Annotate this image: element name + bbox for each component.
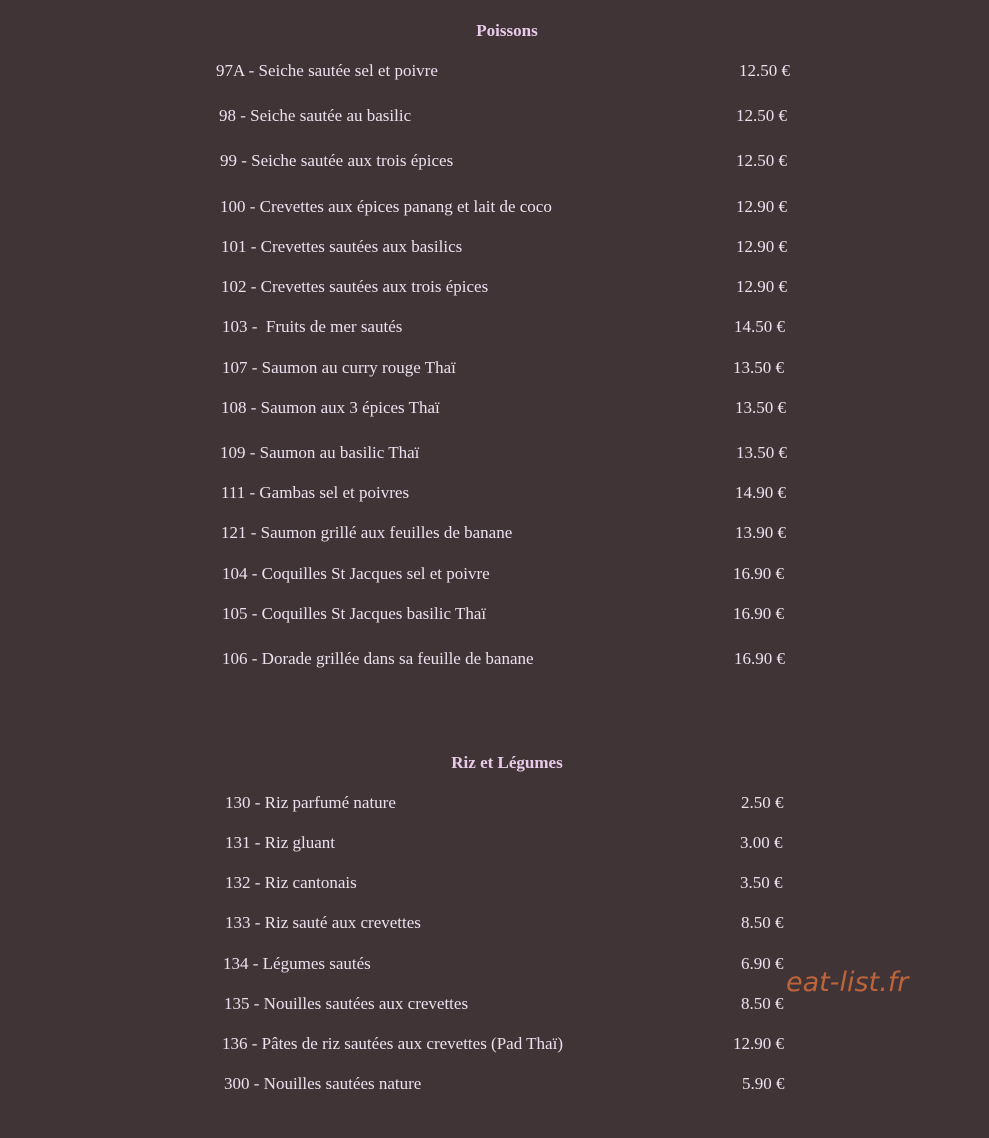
menu-item-price: 14.90 € xyxy=(735,483,786,502)
menu-item xyxy=(0,481,989,505)
menu-item xyxy=(0,275,989,299)
menu-item-price: 12.90 € xyxy=(736,277,787,296)
menu-item-price: 13.90 € xyxy=(735,523,786,542)
menu-item-name: 109 - Saumon au basilic Thaï xyxy=(220,443,420,462)
menu-item-price: 13.50 € xyxy=(735,398,786,417)
menu-item-price: 16.90 € xyxy=(734,649,785,668)
menu-item-name: 121 - Saumon grillé aux feuilles de banane xyxy=(221,523,513,542)
menu-item xyxy=(0,396,989,420)
menu-item xyxy=(0,1072,989,1096)
menu-item-name: 130 - Riz parfumé nature xyxy=(225,793,396,812)
menu-item-name: 104 - Coquilles St Jacques sel et poivre xyxy=(222,564,490,583)
menu-item-name: 111 - Gambas sel et poivres xyxy=(221,483,410,502)
menu-item xyxy=(0,104,989,128)
menu-item xyxy=(0,59,989,83)
menu-item-price: 13.50 € xyxy=(736,443,787,462)
menu-item xyxy=(0,647,989,671)
menu-item-name: 101 - Crevettes sautées aux basilics xyxy=(221,237,463,256)
menu-item-price: 2.50 € xyxy=(741,793,784,812)
menu-item-price: 3.00 € xyxy=(740,833,783,852)
menu-item-name: 131 - Riz gluant xyxy=(225,833,336,852)
menu-item-name: 132 - Riz cantonais xyxy=(225,873,357,892)
menu-item xyxy=(0,871,989,895)
menu-item-price: 16.90 € xyxy=(733,564,784,583)
menu-item xyxy=(0,562,989,586)
menu-item-name: 136 - Pâtes de riz sautées aux crevettes (Pad Thaï) xyxy=(222,1034,563,1053)
menu-item xyxy=(0,521,989,545)
menu-item-name: 97A - Seiche sautée sel et poivre xyxy=(216,61,438,80)
menu-item xyxy=(0,356,989,380)
menu-item-price: 16.90 € xyxy=(733,604,784,623)
menu-item xyxy=(0,1032,989,1056)
menu-item-price: 14.50 € xyxy=(734,317,785,336)
menu-item-price: 5.90 € xyxy=(742,1074,785,1093)
menu-item xyxy=(0,441,989,465)
menu-item-name: 300 - Nouilles sautées nature xyxy=(224,1074,422,1093)
section-title-poissons: Poissons xyxy=(476,21,538,40)
menu-item-name: 100 - Crevettes aux épices panang et lait de coco xyxy=(220,197,552,216)
menu-item-price: 12.90 € xyxy=(736,197,787,216)
menu-item xyxy=(0,602,989,626)
menu-item-name: 103 - Fruits de mer sautés xyxy=(222,317,403,336)
menu-item xyxy=(0,235,989,259)
menu-item-name: 108 - Saumon aux 3 épices Thaï xyxy=(221,398,440,417)
menu-item-price: 13.50 € xyxy=(733,358,784,377)
menu-item-name: 134 - Légumes sautés xyxy=(223,954,371,973)
menu-item-price: 12.50 € xyxy=(736,106,787,125)
menu-item-price: 6.90 € xyxy=(741,954,784,973)
menu-item-price: 8.50 € xyxy=(741,994,784,1013)
menu-item xyxy=(0,315,989,339)
menu-item xyxy=(0,831,989,855)
menu-item-price: 12.50 € xyxy=(739,61,790,80)
menu-item xyxy=(0,911,989,935)
menu-item-price: 12.90 € xyxy=(736,237,787,256)
menu-item-name: 135 - Nouilles sautées aux crevettes xyxy=(224,994,469,1013)
menu-item-price: 8.50 € xyxy=(741,913,784,932)
menu-item-name: 133 - Riz sauté aux crevettes xyxy=(225,913,421,932)
section-title-riz-et-legumes: Riz et Légumes xyxy=(451,753,563,772)
menu-item-name: 106 - Dorade grillée dans sa feuille de banane xyxy=(222,649,534,668)
menu-item xyxy=(0,791,989,815)
menu-item xyxy=(0,149,989,173)
menu-item-price: 3.50 € xyxy=(740,873,783,892)
menu-item-name: 102 - Crevettes sautées aux trois épices xyxy=(221,277,489,296)
menu-item-name: 99 - Seiche sautée aux trois épices xyxy=(220,151,454,170)
menu-item xyxy=(0,195,989,219)
menu-item-price: 12.50 € xyxy=(736,151,787,170)
menu-item-name: 107 - Saumon au curry rouge Thaï xyxy=(222,358,456,377)
menu-item-name: 98 - Seiche sautée au basilic xyxy=(219,106,412,125)
menu-item-name: 105 - Coquilles St Jacques basilic Thaï xyxy=(222,604,487,623)
menu-item-price: 12.90 € xyxy=(733,1034,784,1053)
watermark-logo: eat-list.fr xyxy=(786,967,909,998)
